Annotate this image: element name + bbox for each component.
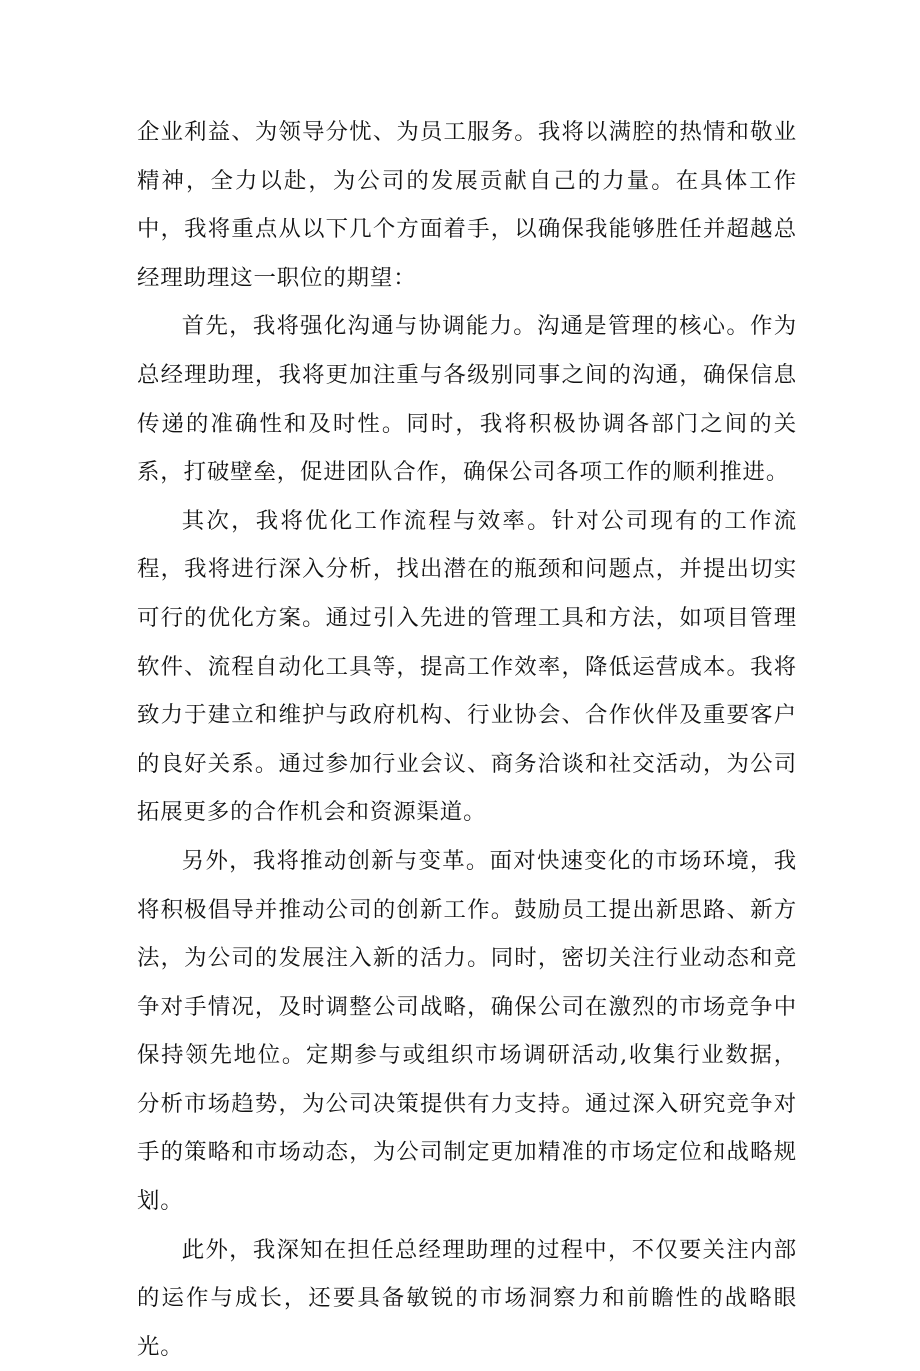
document-body	[137, 108, 797, 1371]
paragraph-process: 其次，我将优化工作流程与效率。针对公司现有的工作流程，我将进行深入分析，找出潜在的瓶颈和问题点，并提出切实可行的优化方案。通过引入先进的管理工具和方法，如项目管理软件、流程自动化工具等，提高工作效率，降低运营成本。我将致力于建立和维护与政府机构、行业协会、合作伙伴及重要客户的良好关系。通过参加行业会议、商务洽谈和社交活动，为公司拓展更多的合作机会和资源渠道。	[137, 507, 797, 826]
paragraph-communication: 首先，我将强化沟通与协调能力。沟通是管理的核心。作为总经理助理，我将更加注重与各级别同事之间的沟通，确保信息传递的准确性和及时性。同时，我将积极协调各部门之间的关系，打破壁垒，促进团队合作，确保公司各项工作的顺利推进。	[137, 313, 797, 486]
paragraph-continuation: 企业利益、为领导分忧、为员工服务。我将以满腔的热情和敬业精神，全力以赴，为公司的发展贡献自己的力量。在具体工作中，我将重点从以下几个方面着手，以确保我能够胜任并超越总经理助理这一职位的期望：	[137, 119, 797, 291]
paragraph-market-insight: 此外，我深知在担任总经理助理的过程中，不仅要关注内部的运作与成长，还要具备敏锐的市场洞察力和前瞻性的战略眼光。	[137, 1236, 797, 1360]
paragraph-innovation: 另外，我将推动创新与变革。面对快速变化的市场环境，我将积极倡导并推动公司的创新工作。鼓励员工提出新思路、新方法，为公司的发展注入新的活力。同时，密切关注行业动态和竞争对手情况，及时调整公司战略，确保公司在激烈的市场竞争中保持领先地位。定期参与或组织市场调研活动,收集行业数据，分析市场趋势，为公司决策提供有力支持。通过深入研究竞争对手的策略和市场动态，为公司制定更加精准的市场定位和战略规划。	[137, 847, 797, 1215]
